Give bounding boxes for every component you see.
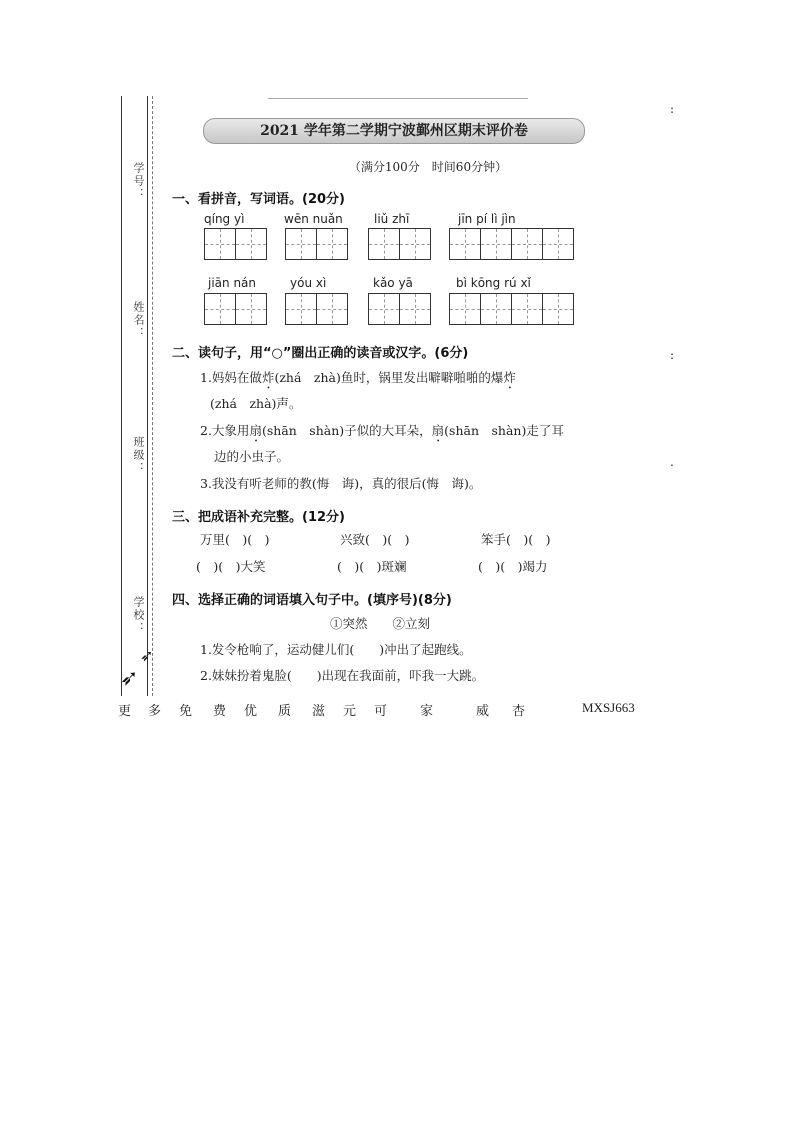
writing-grid[interactable] <box>449 228 574 260</box>
footer-watermark <box>118 700 678 719</box>
pinyin: kǎo yā <box>373 276 413 290</box>
question-2: 2.妹妹扮着鬼脸( )出现在我面前，吓我一大跳。 <box>200 668 485 683</box>
pinyin: wēn nuǎn <box>284 212 343 226</box>
text: (shān shàn)子似的大耳朵， <box>261 423 432 438</box>
student-id-label: 学号： <box>132 162 145 201</box>
pinyin: bì kōng rú xǐ <box>456 276 531 290</box>
footer-char: 费 <box>213 704 227 719</box>
class-label: 班级： <box>132 436 145 475</box>
footer-char: 滋 <box>312 704 326 719</box>
sentence-2 <box>200 421 564 445</box>
sentence-1-cont: (zhá zhà)声。 <box>210 396 302 411</box>
footer-char: 更 <box>118 704 132 719</box>
margin-rule <box>121 96 122 696</box>
footer-char: 可 <box>374 704 388 719</box>
swallow-logo-icon: ➶ <box>120 666 139 691</box>
writing-grid[interactable] <box>204 228 267 260</box>
edge-mark: : <box>670 102 675 116</box>
exam-sheet <box>118 96 678 696</box>
edge-mark: . <box>670 455 674 469</box>
exam-subtitle: （满分100分 时间60分钟） <box>348 160 508 174</box>
margin-rule <box>147 96 148 696</box>
idiom: ( )( )斑斓 <box>337 559 407 574</box>
sentence-1 <box>200 368 516 392</box>
idiom: 笨手( )( ) <box>481 532 551 547</box>
text: 1.妈妈在做 <box>200 370 262 385</box>
writing-grid[interactable] <box>285 293 348 325</box>
edge-mark: : <box>670 348 675 362</box>
writing-grid[interactable] <box>368 228 431 260</box>
word-options: ①突然 ②立刻 <box>330 616 431 631</box>
pinyin: jiān nán <box>208 276 257 290</box>
idiom: ( )( )竭力 <box>478 559 548 574</box>
footer-char: 威 <box>476 704 490 719</box>
writing-grid[interactable] <box>285 228 348 260</box>
footer-char: 质 <box>278 704 292 719</box>
text: (shān shàn)走了耳 <box>444 423 564 438</box>
idiom: 万里( )( ) <box>200 532 270 547</box>
text: (zhá zhà)鱼时，锅里发出噼噼啪啪的爆 <box>274 370 504 385</box>
school-label: 学校： <box>132 596 145 635</box>
binding-margin <box>118 96 154 696</box>
footer-char: 优 <box>244 704 258 719</box>
dotted-char: 扇 <box>249 423 262 438</box>
dotted-char: 扇 <box>431 423 445 438</box>
dotted-char: 炸 <box>503 370 516 385</box>
section4-heading: 四、选择正确的词语填入句子中。(填序号)(8分) <box>172 593 452 608</box>
pinyin: liǔ zhī <box>374 212 410 226</box>
question-1: 1.发令枪响了，运动健儿们( )冲出了起跑线。 <box>200 642 472 657</box>
cut-line <box>152 96 153 696</box>
swallow-logo-icon: ➶ <box>140 646 154 665</box>
footer-char: 元 <box>343 704 357 719</box>
idiom: 兴致( )( ) <box>340 532 410 547</box>
title-rule <box>268 98 528 99</box>
footer-char: 多 <box>148 704 162 719</box>
exam-title: 2021 学年第二学期宁波鄞州区期末评价卷 <box>203 118 585 144</box>
section2-heading: 二、读句子，用“○”圈出正确的读音或汉字。(6分) <box>172 346 469 361</box>
sentence-2-cont: 边的小虫子。 <box>214 449 290 464</box>
section1-heading: 一、看拼音，写词语。(20分) <box>172 192 345 207</box>
footer-char: 家 <box>420 704 434 719</box>
pinyin: yóu xì <box>290 276 327 290</box>
text: 2.大象用 <box>200 423 250 438</box>
sentence-3: 3.我没有听老师的教(悔 诲)，真的很后(悔 诲)。 <box>200 476 482 491</box>
footer-char: 杏 <box>512 704 526 719</box>
writing-grid[interactable] <box>204 293 267 325</box>
pinyin: qíng yì <box>204 212 245 226</box>
pinyin: jīn pí lì jìn <box>458 212 516 226</box>
idiom: ( )( )大笑 <box>196 559 266 574</box>
dotted-char: 炸 <box>261 370 275 385</box>
name-label: 姓名： <box>132 301 145 340</box>
footer-code: MXSJ663 <box>582 700 635 715</box>
footer-char: 免 <box>179 704 193 719</box>
writing-grid[interactable] <box>449 293 574 325</box>
section3-heading: 三、把成语补充完整。(12分) <box>172 510 345 525</box>
writing-grid[interactable] <box>368 293 431 325</box>
